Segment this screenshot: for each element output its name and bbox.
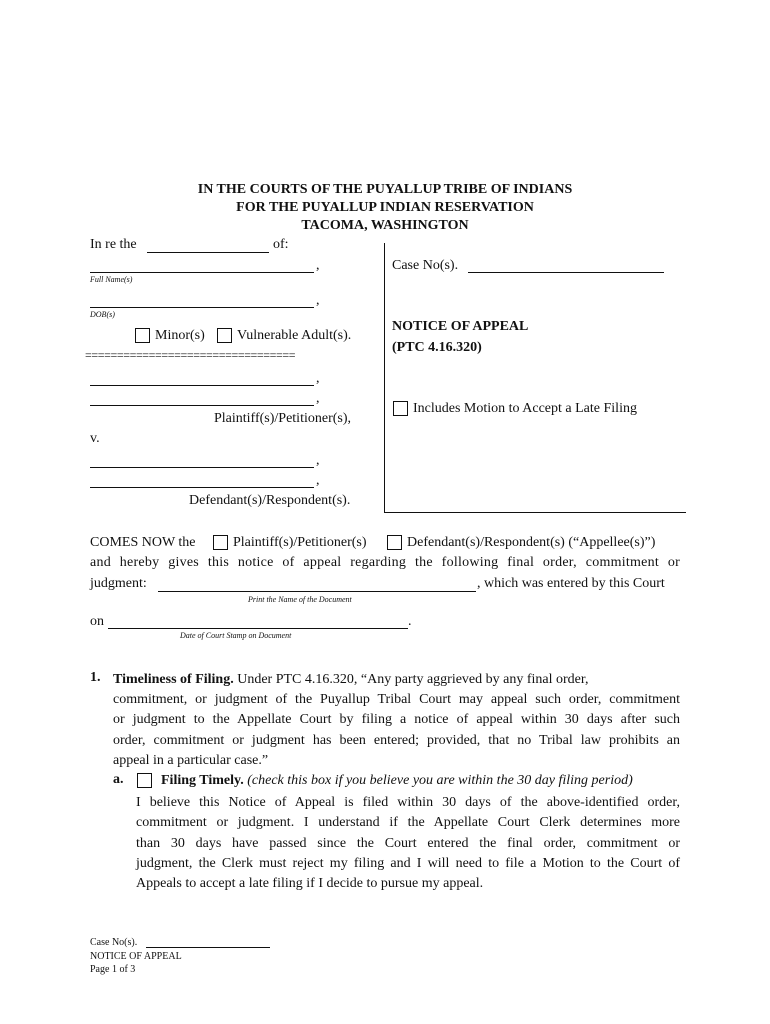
full-names-hint: Full Name(s) xyxy=(90,275,133,284)
section-1-line2: commitment, or judgment of the Puyallup Tribal Court may appeal such order, commitment xyxy=(113,692,680,707)
comes-now-label: COMES NOW the xyxy=(90,535,196,550)
caption-separator: ================================= xyxy=(85,348,296,362)
of-label: of: xyxy=(273,237,289,252)
sub-a-line3: than 30 days have passed since the Court entered the final order, commitment or xyxy=(136,836,680,851)
sub-a-line2: commitment or judgment. I understand if the Appellate Court Clerk determines more xyxy=(136,815,680,830)
plaintiff-name-field-1[interactable] xyxy=(90,385,314,386)
defendant-comma-1: , xyxy=(316,453,320,468)
court-title-line2: FOR THE PUYALLUP INDIAN RESERVATION xyxy=(236,200,534,215)
in-re-the-label: In re the xyxy=(90,237,137,252)
sub-a-letter: a. xyxy=(113,772,124,787)
sub-a-line1: I believe this Notice of Appeal is filed within 30 days of the above-identified order, xyxy=(136,795,680,810)
document-name-field[interactable] xyxy=(158,591,476,592)
entered-text: , which was entered by this Court xyxy=(477,576,665,591)
case-no-field[interactable] xyxy=(468,272,664,273)
late-filing-label: Includes Motion to Accept a Late Filing xyxy=(413,401,637,416)
defendant-option-checkbox[interactable] xyxy=(387,535,402,550)
section-1-number: 1. xyxy=(90,670,101,685)
caption-divider xyxy=(384,243,385,512)
case-no-label: Case No(s). xyxy=(392,258,459,273)
plaintiff-option-label: Plaintiff(s)/Petitioner(s) xyxy=(233,535,367,550)
plaintiff-comma-2: , xyxy=(316,391,320,406)
full-name-field[interactable] xyxy=(90,272,314,273)
dobs-hint: DOB(s) xyxy=(90,310,115,319)
notice-line: and hereby gives this notice of appeal regarding the following final order, commitment or xyxy=(90,555,680,570)
judgment-label: judgment: xyxy=(90,576,147,591)
late-filing-checkbox[interactable] xyxy=(393,401,408,416)
footer-page: Page 1 of 3 xyxy=(90,964,136,975)
section-1-line1: Under PTC 4.16.320, “Any party aggrieved by any final order, xyxy=(237,672,589,687)
defendant-comma-2: , xyxy=(316,473,320,488)
on-label: on xyxy=(90,614,104,629)
court-stamp-date-field[interactable] xyxy=(108,628,408,629)
filing-timely-checkbox[interactable] xyxy=(137,773,152,788)
minor-checkbox[interactable] xyxy=(135,328,150,343)
court-title-line1: IN THE COURTS OF THE PUYALLUP TRIBE OF INDIANS xyxy=(197,182,573,197)
footer-case-no-field[interactable] xyxy=(146,947,270,948)
vulnerable-adult-label: Vulnerable Adult(s). xyxy=(237,328,352,343)
section-1-line5: appeal in a particular case.” xyxy=(113,753,269,768)
vulnerable-adult-checkbox[interactable] xyxy=(217,328,232,343)
plaintiff-label: Plaintiff(s)/Petitioner(s), xyxy=(214,411,351,426)
in-re-type-field[interactable] xyxy=(147,252,269,253)
versus-label: v. xyxy=(90,431,100,446)
plaintiff-comma-1: , xyxy=(316,371,320,386)
defendant-name-field-1[interactable] xyxy=(90,467,314,468)
ptc-reference: (PTC 4.16.320) xyxy=(392,340,482,355)
sub-a-line4: judgment, the Clerk must reject my filing and I will need to file a Motion to the Court of xyxy=(136,856,680,871)
filing-timely-instruction: (check this box if you believe you are within the 30 day filing period) xyxy=(247,773,633,788)
full-name-comma: , xyxy=(316,258,320,273)
minor-label: Minor(s) xyxy=(155,328,205,343)
plaintiff-option-checkbox[interactable] xyxy=(213,535,228,550)
section-1-line4: order, commitment or judgment has been entered; provided, that no Tribal law prohibits an xyxy=(113,733,680,748)
section-1-line3: or judgment to the Appellate Court by filing a notice of appeal within 30 days after such xyxy=(113,712,680,727)
print-name-hint: Print the Name of the Document xyxy=(248,595,352,604)
defendant-name-field-2[interactable] xyxy=(90,487,314,488)
court-title-line3: TACOMA, WASHINGTON xyxy=(301,218,469,233)
section-1-heading: Timeliness of Filing. xyxy=(113,672,234,687)
footer-doc-name: NOTICE OF APPEAL xyxy=(90,951,182,962)
sub-a-line5: Appeals to accept a late filing if I decide to pursue my appeal. xyxy=(136,876,484,891)
sub-a-first-line xyxy=(161,771,633,792)
caption-bottom-rule xyxy=(384,512,686,513)
filing-timely-heading: Filing Timely. xyxy=(161,773,244,788)
defendant-option-label: Defendant(s)/Respondent(s) (“Appellee(s)”) xyxy=(407,535,656,550)
notice-title: NOTICE OF APPEAL xyxy=(392,319,529,334)
on-period: . xyxy=(408,614,412,629)
date-stamp-hint: Date of Court Stamp on Document xyxy=(180,631,292,640)
footer-case-no-label: Case No(s). xyxy=(90,937,138,948)
defendant-label: Defendant(s)/Respondent(s). xyxy=(189,493,351,508)
dob-comma: , xyxy=(316,293,320,308)
dob-field[interactable] xyxy=(90,307,314,308)
plaintiff-name-field-2[interactable] xyxy=(90,405,314,406)
section-1-first-line xyxy=(113,670,680,691)
